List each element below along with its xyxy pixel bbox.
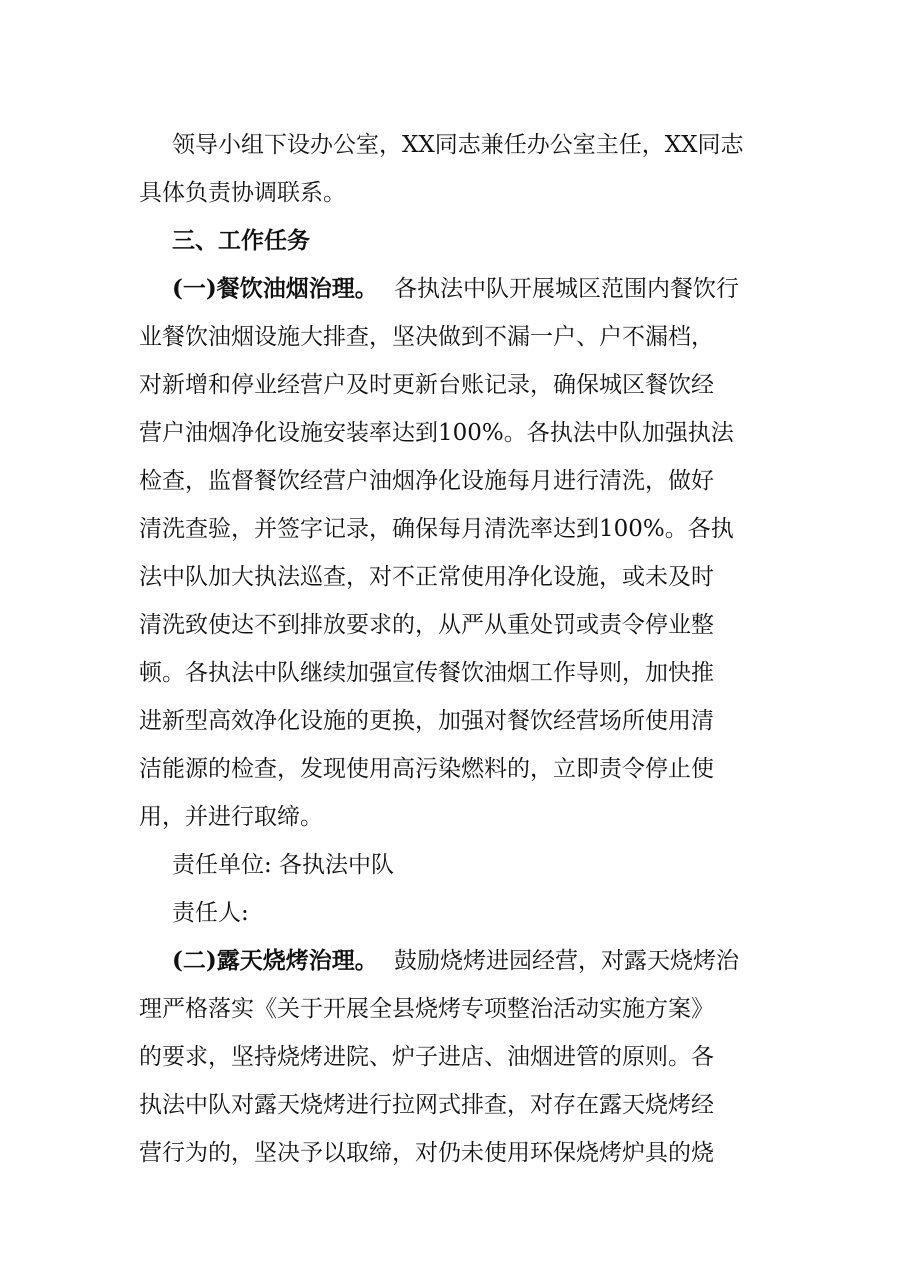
text-line: 清洗致使达不到排放要求的，从严从重处罚或责令停业整 [139,612,714,638]
text-line: 法中队加大执法巡查，对不正常使用净化设施，或未及时 [139,564,714,590]
text-line: 进新型高效净化设施的更换，加强对餐饮经营场所使用清 [139,708,714,734]
text-line: 检查，监督餐饮经营户油烟净化设施每月进行清洗，做好 [139,468,714,494]
text-line: 各执法中队开展城区范围内餐饮行 [394,276,739,302]
responsible-unit: 责任单位: 各执法中队 [172,852,395,878]
text-line: 用，并进行取缔。 [139,804,323,830]
subsection-title: (一)餐饮油烟治理。 [172,275,378,302]
text-line: 鼓励烧烤进园经营，对露天烧烤治 [394,948,739,974]
text-line: 具体负责协调联系。 [139,180,346,206]
text-line: 的要求，坚持烧烤进院、炉子进店、油烟进管的原则。各 [139,1044,714,1070]
text-line: 理严格落实《关于开展全县烧烤专项整治活动实施方案》 [139,996,714,1022]
text-line: 执法中队对露天烧烤进行拉网式排查，对存在露天烧烤经 [139,1092,714,1118]
text-line: 营户油烟净化设施安装率达到100%。各执法中队加强执法 [139,420,734,446]
section-heading: 三、工作任务 [172,227,310,254]
text-line: 业餐饮油烟设施大排查，坚决做到不漏一户、户不漏档， [139,324,714,350]
subsection-title: (二)露天烧烤治理。 [172,947,378,974]
text-line: 对新增和停业经营户及时更新台账记录，确保城区餐饮经 [139,372,714,398]
text-line: 清洗查验，并签字记录，确保每月清洗率达到100%。各执 [139,516,734,542]
text-line: 洁能源的检查，发现使用高污染燃料的，立即责令停止使 [139,756,714,782]
text-line: 顿。各执法中队继续加强宣传餐饮油烟工作导则，加快推 [139,660,714,686]
responsible-person: 责任人: [172,900,249,926]
text-line: 领导小组下设办公室，XX同志兼任办公室主任，XX同志 [172,132,744,158]
text-line: 营行为的，坚决予以取缔，对仍未使用环保烧烤炉具的烧 [139,1140,714,1166]
